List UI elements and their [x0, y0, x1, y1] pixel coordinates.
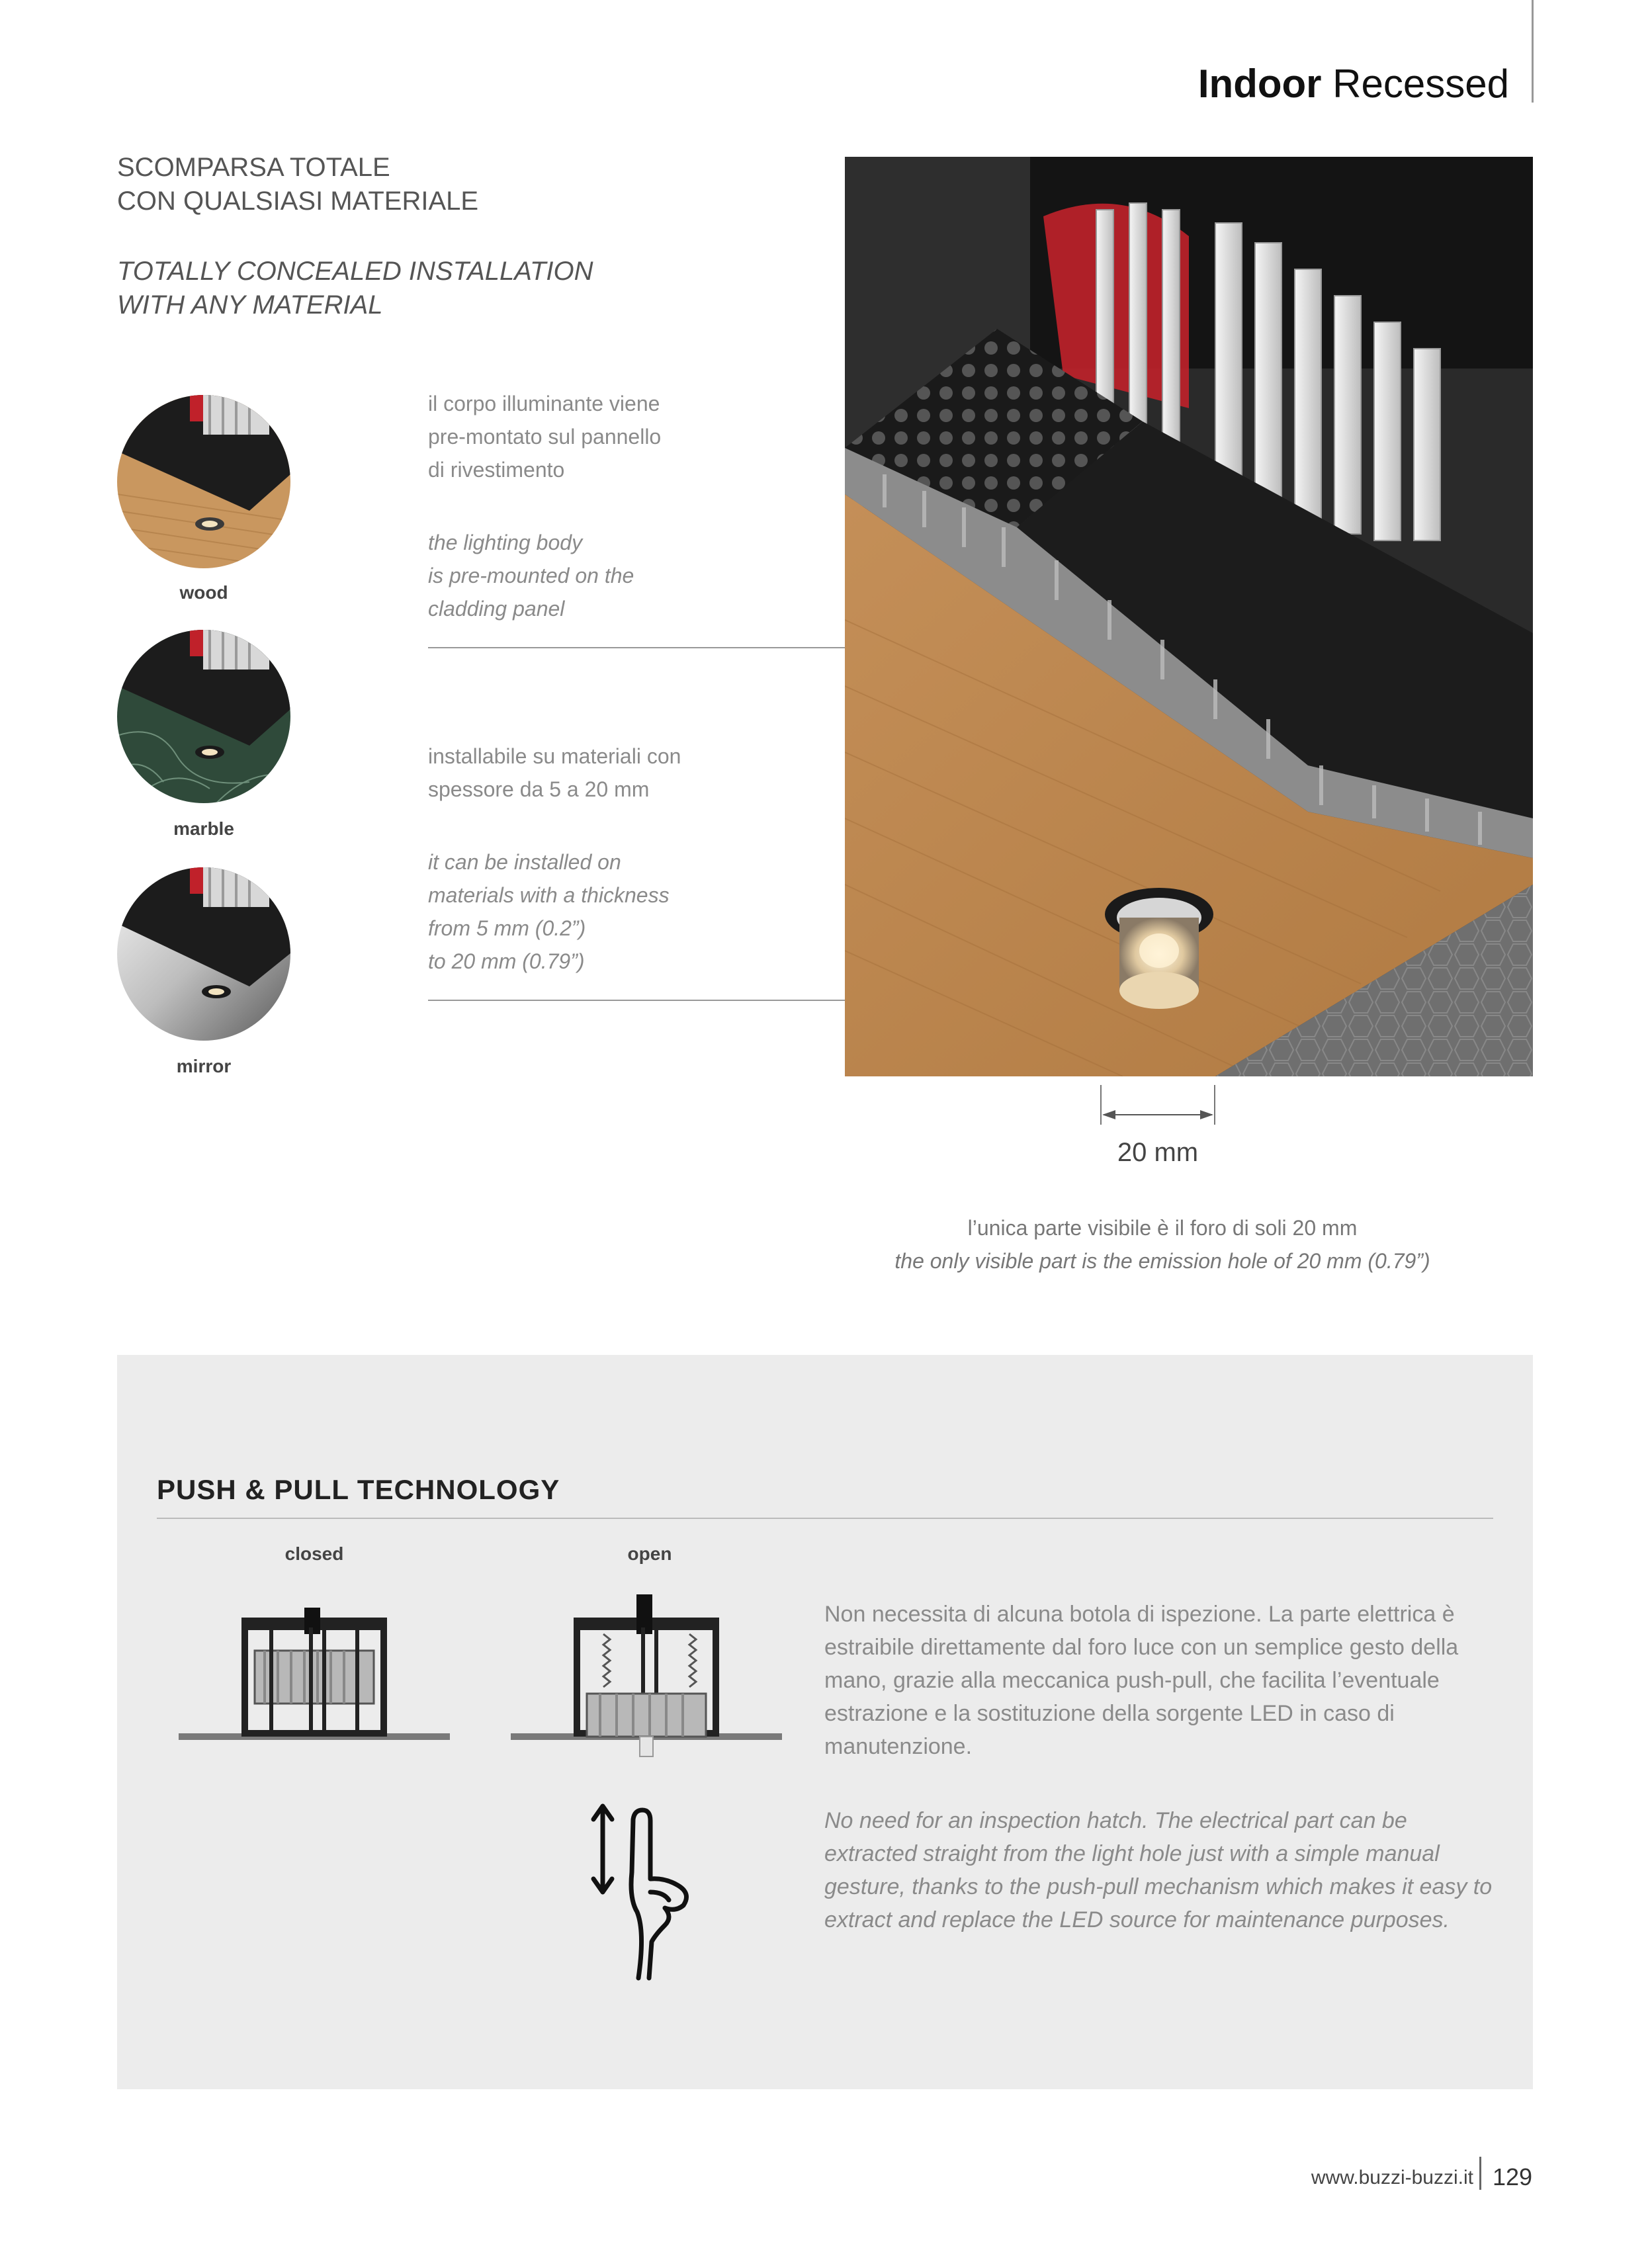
section-title-bold: Indoor: [1197, 62, 1322, 106]
footer-separator: [1479, 2157, 1481, 2190]
caption-english: the only visible part is the emission hole of 20 mm (0.79”): [894, 1249, 1430, 1273]
state-label-open: open: [627, 1543, 672, 1564]
section-title: [1198, 61, 1509, 107]
material-wood-thumbnail: [117, 395, 290, 568]
footer-website-link[interactable]: www.buzzi-buzzi.it: [1311, 2167, 1473, 2188]
push-pull-title: PUSH & PULL TECHNOLOGY: [157, 1474, 560, 1505]
heading-italian: SCOMPARSA TOTALE CON QUALSIASI MATERIALE: [117, 153, 479, 216]
page-number: 129: [1493, 2163, 1533, 2190]
material-label-wood: wood: [179, 582, 228, 603]
diagram-closed: [179, 1608, 450, 1747]
material-label-mirror: mirror: [176, 1056, 232, 1076]
hero-product-render: [845, 157, 1533, 1076]
dimension-value: 20 mm: [1117, 1138, 1199, 1167]
note-premount-italian: il corpo illuminante viene pre-montato sul pannello di rivestimento: [428, 392, 662, 482]
dimension-arrow: [1085, 1085, 1231, 1131]
material-marble-thumbnail: [117, 630, 290, 803]
note-premount-english: the lighting body is pre-mounted on the cladding panel: [428, 531, 634, 621]
header-vertical-rule: [1532, 0, 1534, 103]
caption-italian: l’unica parte visibile è il foro di soli 20 mm: [967, 1216, 1358, 1240]
note-thickness-italian: installabile su materiali con spessore da 5 a 20 mm: [428, 744, 681, 801]
note-thickness-english: it can be installed on materials with a thickness from 5 mm (0.2”) to 20 mm (0.79”): [428, 850, 670, 973]
push-pull-text-italian: Non necessita di alcuna botola di ispezione. La parte elettrica è estraibile direttamente dal foro luce con un semplice gesto della mano, grazie alla meccanica push-pull, che facilita l’eventuale estrazione e la sostituzione della sorgente LED in caso di manutenzione.: [824, 1602, 1459, 1759]
material-label-marble: marble: [173, 818, 234, 839]
hand-push-pull-icon: [586, 1799, 705, 1985]
state-label-closed: closed: [284, 1543, 344, 1564]
heading-english: TOTALLY CONCEALED INSTALLATION WITH ANY MATERIAL: [117, 257, 593, 320]
material-mirror-thumbnail: [117, 867, 290, 1041]
push-pull-title-rule: [157, 1518, 1493, 1519]
section-title-rest: Recessed: [1321, 62, 1509, 106]
diagram-open: [511, 1594, 782, 1773]
push-pull-text-english: No need for an inspection hatch. The electrical part can be extracted straight from the light hole just with a simple manual gesture, thanks to the push-pull mechanism which makes it easy to extract and replace the LED source for maintenance purposes.: [824, 1808, 1493, 1932]
